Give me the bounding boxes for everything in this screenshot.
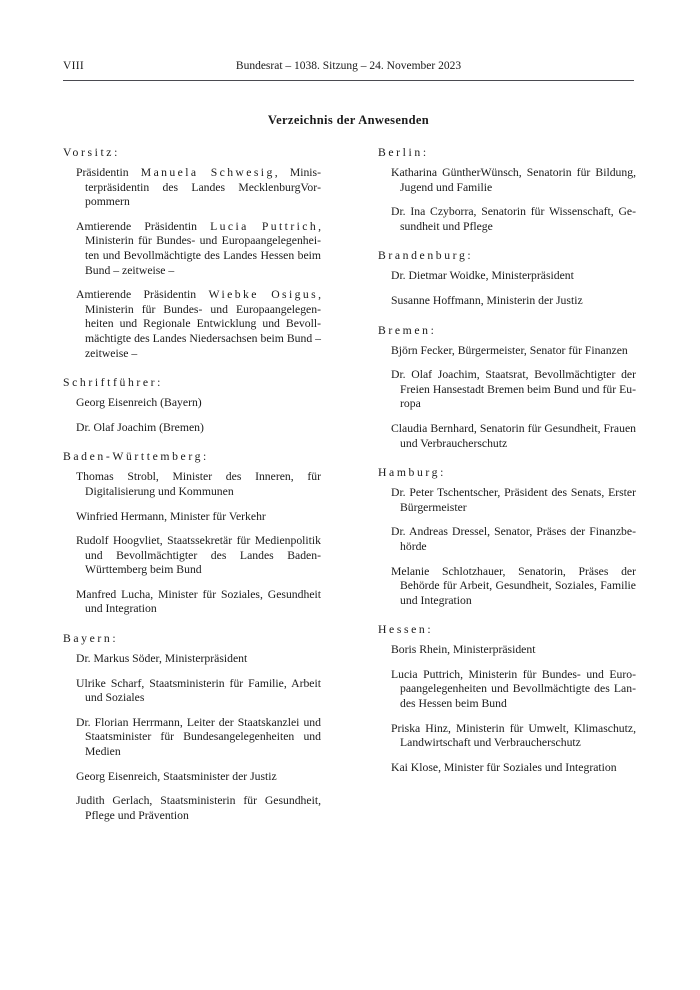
- group-heading: Baden-Württemberg:: [63, 450, 209, 464]
- attendee-entry: Katharina GüntherWünsch, Senatorin für Bildung, Jugend und Familie: [391, 166, 636, 194]
- group-heading: Schriftführer:: [63, 376, 164, 390]
- header-divider: [63, 80, 634, 81]
- state-group-baden-wuerttemberg: [63, 450, 321, 617]
- attendee-entry: Dr. Andreas Dressel, Senator, Präses der Finanzbehörde: [391, 525, 636, 553]
- attendee-entry: Björn Fecker, Bürgermeister, Senator für Finanzen: [391, 343, 628, 357]
- person-name-spaced: Lucia: [210, 219, 249, 233]
- state-group-vorsitz: [63, 146, 321, 361]
- group-heading: Vorsitz:: [63, 146, 120, 159]
- attendee-entry: Georg Eisenreich, Staatsminister der Justiz: [76, 769, 277, 783]
- person-name-spaced: Puttrich: [261, 219, 319, 233]
- running-head-title: Bundesrat – 1038. Sitzung – 24. November 2023: [235, 60, 462, 72]
- attendee-entry: Präsidentin Manuela Schwesig, Ministerpräsidentin des Landes MecklenburgVorpommern: [76, 166, 322, 209]
- attendee-entry: Judith Gerlach, Staatsministerin für Gesundheit, Pflege und Prävention: [76, 794, 321, 822]
- attendee-entry: Amtierende Präsidentin Lucia Puttrich, Ministerin für Bundes- und Europaangelegenheiten und Bevollmächtigte des Landes Hessen beim Bund – zeitweise –: [76, 219, 322, 277]
- state-group-hamburg: [378, 466, 636, 608]
- person-name-spaced: Wiebke: [208, 288, 259, 302]
- running-head: [63, 60, 634, 80]
- group-heading: Brandenburg:: [378, 249, 474, 263]
- attendee-entry: Priska Hinz, Ministerin für Umwelt, Klimaschutz, Landwirtschaft und Verbraucherschutz: [391, 721, 636, 750]
- attendee-entry: Amtierende Präsidentin Wiebke Osigus, Ministerin für Bundes- und Europaangelegenheiten und Regionale Entwicklung und Bevollmächtigte des Landes Niedersachsen beim Bund – zeitweise –: [76, 288, 321, 360]
- group-heading: Bremen:: [378, 323, 437, 337]
- attendee-entry: Manfred Lucha, Minister für Soziales, Gesundheit und Integration: [76, 587, 321, 616]
- group-heading: Hamburg:: [378, 466, 446, 480]
- attendee-entry: Dr. Dietmar Woidke, Ministerpräsident: [391, 269, 574, 283]
- attendee-entry: Dr. Peter Tschentscher, Präsident des Senats, Erster Bürgermeister: [391, 486, 636, 514]
- attendee-entry: Susanne Hoffmann, Ministerin der Justiz: [391, 293, 583, 307]
- attendee-entry: Dr. Olaf Joachim, Staatsrat, Bevollmächtigter der Freien Hansestadt Bremen beim Bund und für Europa: [391, 368, 636, 411]
- group-heading: Hessen:: [378, 623, 434, 637]
- attendee-entry: Melanie Schlotzhauer, Senatorin, Präses der Behörde für Arbeit, Gesundheit, Soziales, Familie und Integration: [391, 564, 636, 607]
- person-name-spaced: Osigus: [271, 288, 319, 302]
- attendee-entry: Boris Rhein, Ministerpräsident: [391, 643, 536, 657]
- state-group-berlin: [378, 146, 636, 234]
- state-group-bayern: [63, 632, 321, 823]
- attendee-entry: Dr. Florian Herrmann, Leiter der Staatskanzlei und Staatsminister für Bundesangelegenheiten und Medien: [76, 715, 321, 759]
- attendee-entry: Dr. Markus Söder, Ministerpräsident: [76, 652, 248, 666]
- attendee-entry: Winfried Hermann, Minister für Verkehr: [76, 509, 266, 523]
- attendee-entry: Lucia Puttrich, Ministerin für Bundes- und Europaangelegenheiten und Bevollmächtigte des Landes Hessen beim Bund: [391, 667, 636, 711]
- group-heading: Bayern:: [63, 632, 119, 646]
- state-group-bremen: [378, 324, 636, 452]
- page-folio: VIII: [63, 60, 84, 72]
- page-title: Verzeichnis der Anwesenden: [267, 113, 430, 127]
- column-left: [63, 146, 321, 823]
- state-group-brandenburg: [378, 249, 636, 308]
- column-right: [378, 146, 636, 775]
- attendee-entry: Kai Klose, Minister für Soziales und Integration: [391, 760, 617, 774]
- group-heading: Berlin:: [378, 146, 429, 159]
- person-name-spaced: Manuela: [140, 166, 199, 179]
- state-group-schriftfuehrer: [63, 376, 321, 435]
- attendee-entry: Dr. Ina Czyborra, Senatorin für Wissenschaft, Gesundheit und Pflege: [391, 205, 636, 233]
- attendee-entry: Claudia Bernhard, Senatorin für Gesundheit, Frauen und Verbraucherschutz: [391, 421, 636, 450]
- attendee-entry: Georg Eisenreich (Bayern): [76, 396, 202, 410]
- attendee-entry: Dr. Olaf Joachim (Bremen): [76, 420, 204, 434]
- attendee-entry: Thomas Strobl, Minister des Inneren, für Digitalisierung und Kommunen: [76, 470, 321, 498]
- state-group-hessen: [378, 623, 636, 775]
- person-name-spaced: Schwesig: [210, 166, 275, 179]
- attendee-entry: Rudolf Hoogvliet, Staatssekretär für Medienpolitik und Bevollmächtigter des Landes BadenWürttemberg beim Bund: [76, 534, 321, 577]
- attendee-entry: Ulrike Scharf, Staatsministerin für Familie, Arbeit und Soziales: [76, 676, 321, 705]
